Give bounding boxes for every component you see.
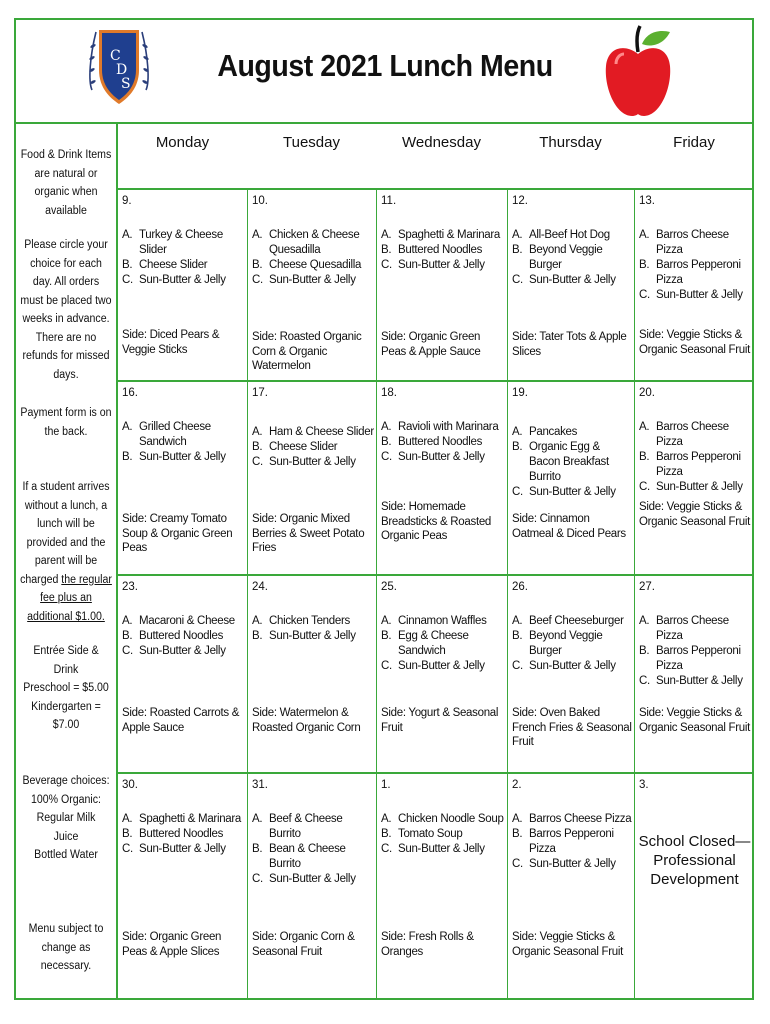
lunch-option[interactable] [381, 228, 505, 243]
lunch-option[interactable] [639, 480, 752, 495]
lunch-option[interactable] [512, 485, 632, 500]
lunch-option[interactable] [639, 420, 752, 450]
price-list-title: Entrée Side & Drink [33, 645, 99, 676]
day-header-monday: Monday [155, 134, 210, 151]
option-letter: A. [512, 229, 523, 241]
option-name: Sun-Butter & Jelly [269, 630, 356, 642]
side-dish: Side: Veggie Sticks & Organic Seasonal Fruit [639, 707, 751, 734]
option-name: Sun-Butter & Jelly [529, 274, 616, 286]
option-letter: A. [512, 615, 523, 627]
lunch-options [122, 614, 245, 659]
beverage-water: Bottled Water [34, 849, 98, 861]
option-letter: B. [512, 630, 523, 642]
option-letter: B. [381, 630, 392, 642]
menu-change-notice: Menu subject to change as necessary. [28, 923, 104, 972]
option-letter: B. [122, 259, 133, 271]
option-letter: C. [122, 645, 133, 657]
lunch-option[interactable] [122, 614, 245, 629]
late-lunch-notice [20, 478, 112, 626]
option-letter: B. [381, 436, 392, 448]
day-cell [507, 188, 634, 380]
lunch-option[interactable] [122, 273, 245, 288]
lunch-option[interactable] [252, 614, 374, 629]
lunch-option[interactable] [122, 258, 245, 273]
option-letter: C. [512, 274, 523, 286]
option-name: Cinnamon Waffles [398, 615, 487, 627]
price-list [20, 642, 112, 735]
lunch-option[interactable] [252, 842, 374, 872]
option-name: Sun-Butter & Jelly [139, 274, 226, 286]
lunch-option[interactable] [639, 674, 752, 689]
side-dish: Side: Creamy Tomato Soup & Organic Green Peas [122, 513, 233, 554]
option-letter: C. [252, 456, 263, 468]
option-letter: A. [252, 229, 263, 241]
option-name: Macaroni & Cheese [139, 615, 235, 627]
lunch-options [512, 425, 632, 500]
lunch-option[interactable] [252, 440, 374, 455]
side-dish: Side: Organic Green Peas & Apple Slices [122, 931, 222, 958]
lunch-options [252, 425, 374, 470]
day-cell [634, 188, 754, 380]
day-cell [634, 380, 754, 574]
lunch-option[interactable] [122, 228, 245, 258]
info-sidebar [14, 124, 118, 1000]
option-name: Buttered Noodles [139, 630, 224, 642]
option-letter: A. [512, 426, 523, 438]
lunch-option[interactable] [381, 450, 505, 465]
option-letter: A. [381, 615, 392, 627]
option-name: Sun-Butter & Jelly [398, 451, 485, 463]
lunch-options [512, 228, 632, 288]
option-name: Barros Pepperoni Pizza [656, 645, 741, 672]
day-date: 11. [381, 195, 397, 207]
side-dish: Side: Fresh Rolls & Oranges [381, 931, 474, 958]
option-name: Barros Cheese Pizza [656, 615, 729, 642]
day-date: 30. [122, 779, 138, 791]
svg-text:C: C [110, 48, 121, 64]
day-date: 19. [512, 387, 528, 399]
option-letter: C. [381, 259, 392, 271]
option-name: Spaghetti & Marinara [398, 229, 501, 241]
option-name: Buttered Noodles [139, 828, 224, 840]
lunch-option[interactable] [381, 842, 505, 857]
side-dish: Side: Homemade Breadsticks & Roasted Organic Peas [381, 501, 492, 542]
lunch-option[interactable] [381, 659, 505, 674]
payment-notice: Payment form is on the back. [20, 407, 112, 438]
day-date: 31. [252, 779, 268, 791]
day-header-thursday: Thursday [539, 134, 602, 151]
option-letter: C. [639, 675, 650, 687]
lunch-option[interactable] [639, 288, 752, 303]
lunch-option[interactable] [639, 258, 752, 288]
lunch-option[interactable] [512, 425, 632, 440]
beverage-list [20, 772, 112, 865]
apple-icon [602, 22, 674, 122]
option-letter: B. [252, 843, 263, 855]
option-name: Chicken Tenders [269, 615, 350, 627]
day-cell [247, 772, 376, 1000]
side-dish: Side: Diced Pears & Veggie Sticks [122, 329, 220, 356]
option-name: Sun-Butter & Jelly [656, 289, 743, 301]
option-letter: B. [252, 259, 263, 271]
side-dish: Side: Tater Tots & Apple Slices [512, 331, 627, 358]
option-name: Beef Cheeseburger [529, 615, 624, 627]
lunch-option[interactable] [122, 812, 245, 827]
day-cell [118, 380, 247, 574]
option-name: Sun-Butter & Jelly [139, 843, 226, 855]
svg-text:D: D [116, 62, 128, 78]
side-dish: Side: Oven Baked French Fries & Seasonal Fruit [512, 707, 632, 748]
option-letter: A. [122, 421, 133, 433]
lunch-option[interactable] [512, 228, 632, 243]
day-date: 17. [252, 387, 268, 399]
beverage-title: Beverage choices: [22, 775, 110, 787]
svg-text:S: S [121, 76, 131, 92]
day-date: 16. [122, 387, 138, 399]
option-name: Cheese Slider [269, 441, 338, 453]
lunch-option[interactable] [122, 827, 245, 842]
lunch-option[interactable] [639, 450, 752, 480]
option-name: Turkey & Cheese Slider [139, 229, 223, 256]
day-cell [507, 380, 634, 574]
lunch-options [381, 812, 505, 857]
option-name: Sun-Butter & Jelly [656, 675, 743, 687]
day-date: 18. [381, 387, 397, 399]
option-name: Sun-Butter & Jelly [529, 660, 616, 672]
option-name: Egg & Cheese Sandwich [398, 630, 469, 657]
option-letter: B. [122, 451, 133, 463]
option-name: Ravioli with Marinara [398, 421, 499, 433]
option-letter: C. [252, 274, 263, 286]
option-letter: B. [381, 244, 392, 256]
day-date: 26. [512, 581, 528, 593]
day-cell [247, 574, 376, 772]
side-dish: Side: Yogurt & Seasonal Fruit [381, 707, 499, 734]
lunch-option[interactable] [252, 425, 374, 440]
option-name: Sun-Butter & Jelly [656, 481, 743, 493]
side-dish: Side: Cinnamon Oatmeal & Diced Pears [512, 513, 626, 540]
option-letter: C. [252, 873, 263, 885]
option-name: Buttered Noodles [398, 436, 483, 448]
lunch-option[interactable] [122, 450, 245, 465]
day-date: 20. [639, 387, 655, 399]
day-header-friday: Friday [673, 134, 715, 151]
option-letter: A. [122, 615, 133, 627]
option-name: Tomato Soup [398, 828, 463, 840]
option-letter: A. [381, 229, 392, 241]
option-name: Sun-Butter & Jelly [529, 858, 616, 870]
option-letter: C. [381, 660, 392, 672]
option-name: Cheese Slider [139, 259, 208, 271]
late-lunch-fee: the regular fee plus an additional $1.00. [27, 573, 112, 623]
day-cell [507, 574, 634, 772]
lunch-option[interactable] [381, 614, 505, 629]
order-notice: Please circle your choice for each day. All orders must be placed two weeks in advance. There are no refunds for missed days. [20, 239, 112, 381]
side-dish: Side: Roasted Organic Corn & Organic Watermelon [252, 331, 362, 372]
day-cell [118, 772, 247, 1000]
option-name: Sun-Butter & Jelly [269, 456, 356, 468]
day-cell [507, 772, 634, 1000]
day-header-wednesday: Wednesday [402, 134, 481, 151]
lunch-options [512, 614, 632, 674]
option-letter: C. [381, 843, 392, 855]
option-letter: C. [122, 274, 133, 286]
side-dish: Side: Organic Corn & Seasonal Fruit [252, 931, 355, 958]
beverage-organic: 100% Organic: [30, 793, 101, 806]
day-cell [376, 772, 507, 1000]
option-letter: B. [639, 259, 650, 271]
lunch-option[interactable] [122, 644, 245, 659]
side-dish: Side: Veggie Sticks & Organic Seasonal Fruit [512, 931, 624, 958]
option-letter: A. [381, 421, 392, 433]
day-cell [118, 574, 247, 772]
day-cell [376, 574, 507, 772]
price-preschool: Preschool = $5.00 [23, 682, 109, 694]
option-name: Barros Cheese Pizza [529, 813, 632, 825]
lunch-option[interactable] [512, 273, 632, 288]
lunch-options [639, 228, 752, 303]
school-closed-notice: School Closed— Professional Development [638, 833, 751, 888]
option-name: Cheese Quesadilla [269, 259, 362, 271]
option-letter: A. [512, 813, 523, 825]
option-name: Chicken & Cheese Quesadilla [269, 229, 360, 256]
lunch-option[interactable] [252, 455, 374, 470]
option-letter: C. [122, 843, 133, 855]
option-letter: A. [639, 229, 650, 241]
option-letter: A. [252, 813, 263, 825]
option-name: Organic Egg & Bacon Breakfast Burrito [529, 441, 609, 483]
option-name: Chicken Noodle Soup [398, 813, 504, 825]
day-date: 10. [252, 195, 268, 207]
day-date: 1. [381, 779, 391, 791]
lunch-option[interactable] [381, 435, 505, 450]
option-name: Spaghetti & Marinara [139, 813, 242, 825]
option-name: Barros Cheese Pizza [656, 229, 729, 256]
lunch-option[interactable] [381, 629, 505, 659]
option-letter: B. [252, 630, 263, 642]
option-name: Buttered Noodles [398, 244, 483, 256]
lunch-options [122, 812, 245, 857]
side-dish: Side: Organic Mixed Berries & Sweet Potato Fries [252, 513, 365, 554]
option-name: Sun-Butter & Jelly [269, 274, 356, 286]
organic-notice: Food & Drink Items are natural or organic when available [20, 149, 112, 217]
day-date: 12. [512, 195, 528, 207]
lunch-option[interactable] [381, 243, 505, 258]
option-name: Barros Cheese Pizza [656, 421, 729, 448]
option-name: Barros Pepperoni Pizza [529, 828, 614, 855]
lunch-option[interactable] [381, 258, 505, 273]
option-name: Sun-Butter & Jelly [139, 451, 226, 463]
option-letter: B. [512, 244, 523, 256]
lunch-options [381, 420, 505, 465]
lunch-option[interactable] [252, 872, 374, 887]
lunch-option[interactable] [512, 857, 632, 872]
option-letter: B. [639, 451, 650, 463]
day-date: 23. [122, 581, 138, 593]
option-letter: B. [512, 828, 523, 840]
day-date: 27. [639, 581, 655, 593]
option-letter: A. [639, 421, 650, 433]
option-name: Beef & Cheese Burrito [269, 813, 343, 840]
option-letter: B. [122, 630, 133, 642]
option-letter: A. [639, 615, 650, 627]
lunch-option[interactable] [639, 228, 752, 258]
lunch-option[interactable] [252, 629, 374, 644]
option-letter: A. [122, 229, 133, 241]
side-dish: Side: Veggie Sticks & Organic Seasonal Fruit [639, 501, 751, 528]
lunch-option[interactable] [381, 420, 505, 435]
option-name: All-Beef Hot Dog [529, 229, 610, 241]
option-letter: C. [639, 289, 650, 301]
option-name: Sun-Butter & Jelly [398, 843, 485, 855]
lunch-options [381, 614, 505, 674]
beverage-juice: Juice [53, 830, 79, 843]
lunch-option[interactable] [512, 440, 632, 485]
lunch-option[interactable] [252, 812, 374, 842]
lunch-options [512, 812, 632, 872]
page-title: August 2021 Lunch Menu [217, 48, 553, 83]
option-name: Sun-Butter & Jelly [529, 486, 616, 498]
option-name: Beyond Veggie Burger [529, 630, 603, 657]
lunch-option[interactable] [122, 420, 245, 450]
option-name: Sun-Butter & Jelly [139, 645, 226, 657]
lunch-option[interactable] [252, 258, 374, 273]
option-name: Sun-Butter & Jelly [398, 660, 485, 672]
lunch-option[interactable] [122, 629, 245, 644]
lunch-options [252, 614, 374, 644]
lunch-option[interactable] [381, 827, 505, 842]
lunch-options [122, 420, 245, 465]
option-letter: C. [512, 660, 523, 672]
day-cell [118, 188, 247, 380]
side-dish: Side: Veggie Sticks & Organic Seasonal Fruit [639, 329, 751, 356]
late-lunch-notice-text: If a student arrives without a lunch, a lunch will be provided and the parent will be charged [20, 481, 110, 586]
option-name: Bean & Cheese Burrito [269, 843, 346, 870]
option-name: Sun-Butter & Jelly [398, 259, 485, 271]
lunch-option[interactable] [122, 842, 245, 857]
lunch-option[interactable] [252, 273, 374, 288]
option-letter: C. [512, 486, 523, 498]
lunch-option[interactable] [512, 812, 632, 827]
day-cell [376, 380, 507, 574]
lunch-option[interactable] [639, 644, 752, 674]
lunch-option[interactable] [512, 659, 632, 674]
day-cell [247, 380, 376, 574]
lunch-option[interactable] [639, 614, 752, 644]
price-kindergarten: Kindergarten = $7.00 [31, 700, 101, 731]
option-letter: B. [122, 828, 133, 840]
day-date: 24. [252, 581, 268, 593]
lunch-options [122, 228, 245, 288]
option-letter: B. [512, 441, 523, 453]
option-letter: A. [252, 615, 263, 627]
day-date: 3. [639, 779, 649, 791]
lunch-options [639, 614, 752, 689]
day-cell [247, 188, 376, 380]
option-letter: A. [252, 426, 263, 438]
day-date: 25. [381, 581, 397, 593]
option-name: Ham & Cheese Slider [269, 426, 374, 438]
option-name: Barros Pepperoni Pizza [656, 451, 741, 478]
option-letter: B. [381, 828, 392, 840]
side-dish: Side: Roasted Carrots & Apple Sauce [122, 707, 240, 734]
lunch-option[interactable] [512, 629, 632, 659]
lunch-options [381, 228, 505, 273]
option-name: Barros Pepperoni Pizza [656, 259, 741, 286]
day-date: 13. [639, 195, 655, 207]
day-cell [634, 772, 754, 1000]
lunch-option[interactable] [512, 243, 632, 273]
day-header-tuesday: Tuesday [283, 134, 340, 151]
option-letter: A. [122, 813, 133, 825]
option-letter: B. [639, 645, 650, 657]
day-cell [634, 574, 754, 772]
option-letter: A. [381, 813, 392, 825]
lunch-option[interactable] [512, 614, 632, 629]
lunch-option[interactable] [381, 812, 505, 827]
lunch-options [252, 228, 374, 288]
option-name: Beyond Veggie Burger [529, 244, 603, 271]
option-letter: C. [381, 451, 392, 463]
side-dish: Side: Organic Green Peas & Apple Sauce [381, 331, 481, 358]
option-name: Sun-Butter & Jelly [269, 873, 356, 885]
side-dish: Side: Watermelon & Roasted Organic Corn [252, 707, 361, 734]
option-name: Grilled Cheese Sandwich [139, 421, 211, 448]
day-date: 9. [122, 195, 132, 207]
option-letter: C. [639, 481, 650, 493]
option-letter: B. [252, 441, 263, 453]
lunch-option[interactable] [512, 827, 632, 857]
lunch-options [252, 812, 374, 887]
day-cell [376, 188, 507, 380]
option-name: Pancakes [529, 426, 578, 438]
beverage-milk: Regular Milk [36, 812, 96, 824]
day-date: 2. [512, 779, 522, 791]
lunch-options [639, 420, 752, 495]
lunch-option[interactable] [252, 228, 374, 258]
option-letter: C. [512, 858, 523, 870]
